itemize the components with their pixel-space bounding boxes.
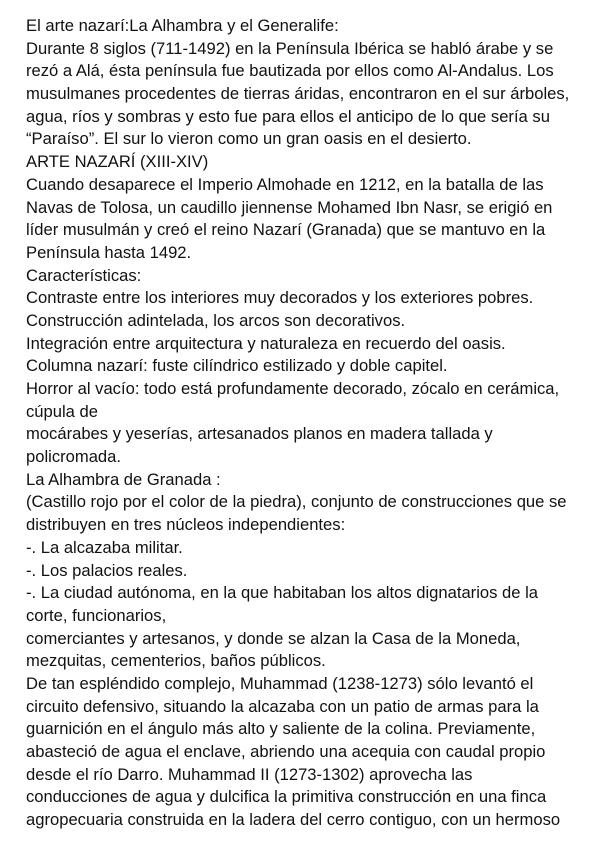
text-line: El arte nazarí:La Alhambra y el Generalife: (26, 16, 339, 35)
text-line: Cuando desaparece el Imperio Almohade en 1212, en la batalla de las (26, 174, 544, 194)
text-line: Integración entre arquitectura y naturaleza en recuerdo del oasis. (26, 333, 506, 353)
text-line: agua, ríos y sombras y esto fue para ellos el anticipo de lo que sería su (26, 106, 550, 126)
text-line: policromada. (26, 447, 122, 467)
text-line: -. La alcazaba militar. (26, 537, 183, 557)
text-line: agropecuaria construida en la ladera del cerro contiguo, con un hermoso (26, 810, 561, 830)
text-line: mocárabes y yeserías, artesanados planos en madera tallada y (26, 424, 493, 444)
text-line: Horror al vacío: todo está profundamente decorado, zócalo en cerámica, (26, 379, 560, 398)
text-line: líder musulmán y creó el reino Nazarí (Granada) que se mantuvo en la (26, 220, 546, 240)
text-line: comerciantes y artesanos, y donde se alzan la Casa de la Moneda, (26, 628, 521, 648)
text-line: distribuyen en tres núcleos independientes: (26, 515, 346, 535)
document-text (26, 15, 596, 832)
text-line: ARTE NAZARÍ (XIII-XIV) (26, 152, 209, 172)
text-line: circuito defensivo, situando la alcazaba con un patio de armas para la (26, 696, 539, 716)
text-line: Contraste entre los interiores muy decorados y los exteriores pobres. (26, 288, 534, 308)
text-line: rezó a Alá, ésta península fue bautizada por ellos como Al-Andalus. Los (26, 61, 554, 81)
text-line: -. La ciudad autónoma, en la que habitaban los altos dignatarios de la (26, 583, 538, 603)
text-line: Península hasta 1492. (26, 242, 192, 262)
text-line: Características: (26, 265, 142, 285)
text-line: conducciones de agua y dulcifica la primitiva construcción en una finca (26, 787, 547, 807)
text-line: musulmanes procedentes de tierras áridas, encontraron en el sur árboles, (26, 84, 570, 104)
text-line: Columna nazarí: fuste cilíndrico estilizado y doble capitel. (26, 356, 448, 376)
text-line: corte, funcionarios, (26, 605, 167, 625)
text-line: -. Los palacios reales. (26, 560, 188, 580)
text-line: guarnición en el ángulo más alto y saliente de la colina. Previamente, (26, 719, 536, 739)
text-line: cúpula de (26, 401, 98, 421)
text-line: Durante 8 siglos (711-1492) en la Península Ibérica se habló árabe y se (26, 38, 554, 58)
text-line: abasteció de agua el enclave, abriendo una acequia con caudal propio (26, 742, 546, 761)
text-line: “Paraíso”. El sur lo vieron como un gran oasis en el desierto. (26, 129, 472, 149)
text-line: (Castillo rojo por el color de la piedra), conjunto de construcciones que se (26, 492, 567, 512)
text-line: De tan espléndido complejo, Muhammad (1238-1273) sólo levantó el (26, 673, 534, 693)
text-line: Navas de Tolosa, un caudillo jiennense Mohamed Ibn Nasr, se erigió en (26, 197, 553, 217)
text-line: La Alhambra de Granada : (26, 469, 221, 489)
text-line: mezquitas, cementerios, baños públicos. (26, 651, 326, 671)
text-line: desde el río Darro. Muhammad II (1273-1302) aprovecha las (26, 764, 473, 784)
text-line: Construcción adintelada, los arcos son decorativos. (26, 310, 406, 330)
